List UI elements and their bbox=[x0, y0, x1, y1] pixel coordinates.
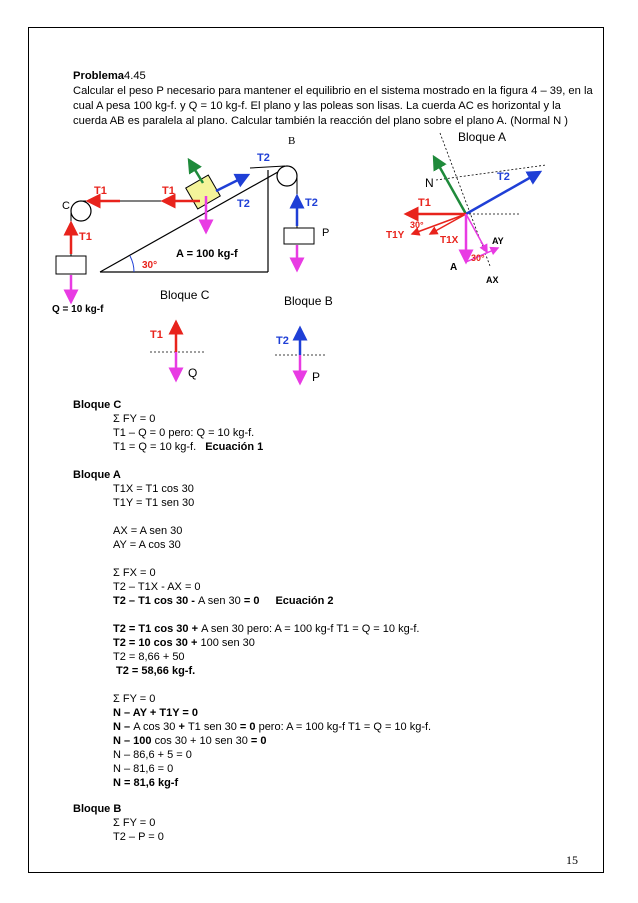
a-weight-label: A = 100 kg-f bbox=[176, 248, 238, 260]
a-line-15-part-c: = 0 bbox=[247, 735, 267, 747]
problem-text: Calcular el peso P necesario para mantener el equilibrio en el sistema mostrado en la figura 4 – 39, en la cual A pesa 100 kg-f. y Q = 10 kg-f. El plano y las poleas son lisas. La cuerda AC es horizontal y la cuerda AB es paralela al plano. Calcular también la reacción del plano sobre el plano A. (Normal N ) bbox=[73, 85, 593, 127]
angle-label: 30° bbox=[142, 260, 158, 271]
bloque-b-t2-label: T2 bbox=[276, 335, 289, 347]
pulley-b bbox=[277, 166, 297, 186]
a-line-15-part-b: cos 30 + 10 sen 30 bbox=[154, 735, 248, 747]
fbd-t1y-label: T1Y bbox=[386, 230, 405, 241]
a-line-15 bbox=[113, 734, 267, 748]
a-line-7-part-b: A sen 30 bbox=[197, 595, 241, 607]
t2-block-label: T2 bbox=[237, 198, 250, 210]
heading-bloque-c: Bloque C bbox=[73, 399, 122, 411]
a-line-15-part-a: N – 100 bbox=[113, 735, 155, 747]
fbd-ax-label: AX bbox=[486, 275, 499, 285]
a-line-12: Σ FY = 0 bbox=[113, 693, 156, 705]
a-line-2: T1Y = T1 sen 30 bbox=[113, 497, 195, 509]
label-c: C bbox=[62, 200, 70, 212]
bloque-b-title: Bloque B bbox=[284, 294, 333, 308]
a-line-17: N – 81,6 = 0 bbox=[113, 763, 174, 775]
a-line-13: N – AY + T1Y = 0 bbox=[113, 707, 199, 719]
a-line-9-part-a: T2 = 10 cos 30 + bbox=[113, 637, 201, 649]
bloque-c-title: Bloque C bbox=[160, 288, 210, 302]
bloque-a-title: Bloque A bbox=[458, 130, 507, 144]
fbd-angle-1: 30° bbox=[410, 220, 424, 230]
bloque-c-q-label: Q bbox=[188, 366, 198, 380]
c-line-1: Σ FY = 0 bbox=[113, 413, 156, 425]
a-line-14-part-e: = 0 bbox=[236, 721, 256, 733]
bloque-c-t1-label: T1 bbox=[150, 329, 163, 341]
fbd-a-label: A bbox=[450, 262, 458, 273]
fbd-n-label: N bbox=[425, 176, 434, 190]
c-line-3 bbox=[113, 440, 263, 454]
a-line-11: T2 = 58,66 kg-f. bbox=[116, 665, 196, 677]
a-line-7 bbox=[113, 594, 334, 608]
label-p: P bbox=[322, 227, 330, 239]
a-line-8-part-b: A sen 30 pero: A = 100 kg-f T1 = Q = 10 kg-f. bbox=[201, 623, 420, 635]
label-b: B bbox=[288, 135, 296, 147]
problem-title: Problema bbox=[73, 70, 124, 82]
a-line-7-part-a: T2 – T1 cos 30 - bbox=[113, 595, 198, 607]
c-line-3-eq: T1 = Q = 10 kg-f. bbox=[113, 441, 197, 453]
c-line-3-label: Ecuación 1 bbox=[205, 441, 264, 453]
q-weight-label: Q = 10 kg-f bbox=[52, 304, 104, 315]
a-line-9-part-b: 100 sen 30 bbox=[200, 637, 255, 649]
block-a bbox=[186, 175, 221, 209]
a-line-4: AY = A cos 30 bbox=[113, 539, 181, 551]
a-line-16: N – 86,6 + 5 = 0 bbox=[113, 749, 192, 761]
a-line-7-label: Ecuación 2 bbox=[275, 595, 334, 607]
a-line-9 bbox=[113, 636, 255, 650]
heading-bloque-b: Bloque B bbox=[73, 803, 122, 815]
fbd-t1x-label: T1X bbox=[440, 235, 459, 246]
a-line-6: T2 – T1X - AX = 0 bbox=[113, 581, 201, 593]
heading-bloque-a: Bloque A bbox=[73, 469, 121, 481]
fbd-t1-label: T1 bbox=[418, 197, 431, 209]
a-line-14-part-f: pero: A = 100 kg-f T1 = Q = 10 kg-f. bbox=[255, 721, 432, 733]
problem-number: 4.45 bbox=[123, 70, 146, 82]
block-q bbox=[56, 256, 86, 274]
t2-p-label: T2 bbox=[305, 197, 318, 209]
a-line-14-part-c: + bbox=[175, 721, 188, 733]
fbd-angle-2: 30° bbox=[471, 253, 485, 263]
t2-top-label: T2 bbox=[257, 152, 270, 164]
a-line-14-part-a: N – bbox=[113, 721, 134, 733]
t1-left-label: T1 bbox=[94, 185, 107, 197]
a-line-18: N = 81,6 kg-f bbox=[113, 777, 179, 789]
c-line-2: T1 – Q = 0 pero: Q = 10 kg-f. bbox=[113, 427, 255, 439]
a-line-7-part-c: = 0 bbox=[240, 595, 260, 607]
b-line-1: Σ FY = 0 bbox=[113, 817, 156, 829]
a-line-1: T1X = T1 cos 30 bbox=[113, 483, 194, 495]
t1-block-label: T1 bbox=[162, 185, 175, 197]
a-line-3: AX = A sen 30 bbox=[113, 525, 183, 537]
b-line-2: T2 – P = 0 bbox=[113, 831, 164, 843]
pulley-c bbox=[71, 201, 91, 221]
a-line-14-part-d: T1 sen 30 bbox=[187, 721, 237, 733]
a-line-14-part-b: A cos 30 bbox=[133, 721, 176, 733]
page-number: 15 bbox=[566, 853, 578, 867]
fbd-ay-label: AY bbox=[492, 236, 504, 246]
block-p bbox=[284, 228, 314, 244]
a-line-8-part-a: T2 = T1 cos 30 + bbox=[113, 623, 202, 635]
t1-q-label: T1 bbox=[79, 231, 92, 243]
fbd-t2-label: T2 bbox=[497, 171, 510, 183]
a-line-8 bbox=[113, 622, 419, 636]
bloque-b-p-label: P bbox=[312, 370, 321, 384]
a-line-14 bbox=[113, 720, 431, 734]
a-line-5: Σ FX = 0 bbox=[113, 567, 156, 579]
figure bbox=[0, 0, 638, 384]
a-line-10: T2 = 8,66 + 50 bbox=[113, 651, 185, 663]
